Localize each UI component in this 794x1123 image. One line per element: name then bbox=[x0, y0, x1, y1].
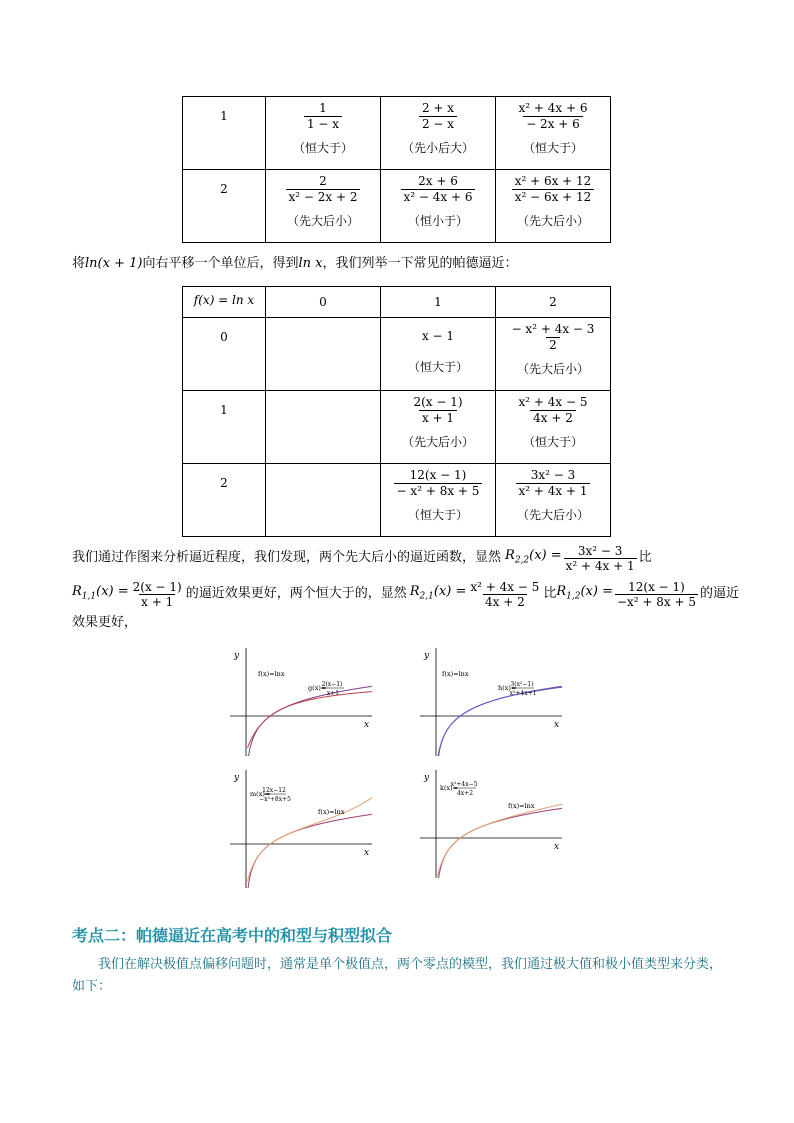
approx-cell bbox=[496, 464, 611, 537]
row-label: 0 bbox=[183, 318, 266, 391]
approx-cell bbox=[381, 464, 496, 537]
fraction: $\frac{2x + 6}{\text{x² − 4x + 6}}$ bbox=[401, 174, 476, 205]
trend-note: （先大后小） bbox=[516, 214, 589, 228]
trend-note: （先小后大） bbox=[401, 141, 474, 155]
trend-note: （恒大于） bbox=[522, 141, 583, 155]
approx-cell bbox=[266, 97, 381, 170]
row-label: 1 bbox=[183, 391, 266, 464]
section-paragraph: 我们在解决极值点偏移问题时，通常是单个极值点，两个零点的模型，我们通过极大值和极小值类型来分类，如下： bbox=[72, 957, 723, 994]
pade-table-1 bbox=[182, 96, 611, 243]
table-row bbox=[183, 318, 611, 391]
fraction: $\frac{2(x - 1)}{x + 1}$ bbox=[413, 395, 463, 425]
row-label: 2 bbox=[183, 170, 266, 243]
approx-curve bbox=[248, 798, 373, 882]
approx-cell bbox=[496, 97, 611, 170]
trend-note: （恒小于） bbox=[407, 214, 468, 228]
column-header: 1 bbox=[381, 287, 496, 318]
approx-den: x²+4x+1 bbox=[509, 690, 537, 697]
approx-cell bbox=[266, 391, 381, 464]
approx-cell bbox=[266, 318, 381, 391]
approx-den: x+1 bbox=[326, 690, 340, 697]
x-axis-label: x bbox=[364, 848, 370, 858]
fraction: $\frac{1}{1 - x}$ bbox=[304, 101, 342, 132]
approx-den: 4x+2 bbox=[456, 790, 474, 797]
fraction: $\frac{\text{− x² + 4x − 3}}{2}$ bbox=[511, 322, 595, 352]
table-header-row bbox=[183, 287, 611, 318]
ln-curve bbox=[438, 808, 563, 878]
table-row bbox=[183, 97, 611, 170]
plot-ln-vs-k bbox=[416, 766, 566, 878]
trend-note: （先大后小） bbox=[516, 362, 589, 376]
approx-cell bbox=[381, 318, 496, 391]
approx-curve bbox=[438, 687, 562, 756]
approx-label: k(x)= bbox=[440, 784, 459, 792]
ln-label: f(x)=lnx bbox=[442, 670, 469, 678]
fraction: $\frac{\text{x² + 4x − 5}}{4x + 2}$ bbox=[518, 395, 588, 425]
approx-curve bbox=[248, 692, 373, 748]
column-header: 0 bbox=[266, 287, 381, 318]
trend-note: （恒大于） bbox=[522, 435, 583, 449]
approx-cell bbox=[381, 170, 496, 243]
approx-label: h(x)= bbox=[498, 684, 517, 692]
approx-cell bbox=[266, 170, 381, 243]
approx-cell bbox=[381, 391, 496, 464]
approx-cell bbox=[496, 318, 611, 391]
trend-note: （恒大于） bbox=[407, 508, 468, 522]
shift-sentence: 将ln(x + 1)向右平移一个单位后，得到ln x，我们列举一下常见的帕德逼近： bbox=[72, 256, 518, 271]
fraction: $\frac{12(x - 1)}{\text{− x² + 8x + 5}}$ bbox=[394, 468, 483, 499]
row-label: 1 bbox=[183, 97, 266, 170]
ln-label: f(x)=lnx bbox=[508, 802, 535, 810]
y-axis-label: y bbox=[234, 773, 240, 783]
fraction: $\frac{2 + x}{2 - x}$ bbox=[419, 101, 457, 132]
trend-note: （先大后小） bbox=[286, 214, 359, 228]
table-row bbox=[183, 391, 611, 464]
ln-label: f(x)=lnx bbox=[258, 670, 285, 678]
approx-cell bbox=[266, 464, 381, 537]
section-heading: 考点二：帕德逼近在高考中的和型与积型拟合 bbox=[72, 926, 393, 945]
table-row bbox=[183, 464, 611, 537]
approx-num: 2(x−1) bbox=[321, 681, 343, 688]
approx-num: x²+4x−5 bbox=[450, 781, 478, 788]
comparison-paragraph: 我们通过作图来分析逼近程度，我们发现，两个先大后小的逼近函数，显然 $R_{2,2}(x)$ = $\frac{\text{3x² − 3}}{\text{x² + 4x + 1}}$ 比 $R_{1,1}(x)$ = $\frac{2(x - 1)}{x + 1}$ 的逼近效果更好，两个恒大于的，显然 $R_{2,1}(x)$ = $\frac{\text{x² + 4x − 5}}{4x + 2}$ 比 $R_{1,2}(x)$ = $\frac{12(x - 1)}{\text{−x² + 8x + 5}}$ 的逼近 效果更好， bbox=[72, 543, 740, 630]
trend-note: （先大后小） bbox=[516, 508, 589, 522]
fraction: $\frac{\text{x² + 4x + 6}}{- 2x + 6}$ bbox=[518, 101, 588, 131]
approx-den: −x²+8x+5 bbox=[259, 796, 291, 803]
plot-ln-vs-h bbox=[416, 644, 566, 756]
approx-label: m(x)= bbox=[250, 790, 271, 798]
plot-grid bbox=[226, 644, 586, 894]
approx-cell bbox=[496, 391, 611, 464]
approx-num: 12x−12 bbox=[262, 787, 286, 794]
x-axis-label: x bbox=[554, 842, 560, 852]
trend-note: （恒大于） bbox=[292, 141, 353, 155]
y-axis-label: y bbox=[424, 651, 430, 661]
fraction: $\frac{\text{3x² − 3}}{\text{x² + 4x + 1}}$ bbox=[516, 468, 591, 499]
trend-note: （恒大于） bbox=[407, 360, 468, 374]
y-axis-label: y bbox=[424, 773, 430, 783]
ln-label: f(x)=lnx bbox=[318, 808, 345, 816]
fraction: $\frac{\text{x² + 6x + 12}}{\text{x² − 6x + 12}}$ bbox=[512, 174, 595, 205]
ln-curve bbox=[248, 686, 373, 756]
plot-ln-vs-m bbox=[226, 766, 376, 888]
approx-num: 3(x²−1) bbox=[510, 681, 534, 688]
approx-cell bbox=[496, 170, 611, 243]
x-axis-label: x bbox=[364, 720, 370, 730]
approx-curve bbox=[438, 804, 563, 876]
ln-curve bbox=[438, 686, 563, 756]
plot-ln-vs-g bbox=[226, 644, 376, 756]
table-row bbox=[183, 170, 611, 243]
pade-table-ln bbox=[182, 286, 611, 537]
column-header: 2 bbox=[496, 287, 611, 318]
x-axis-label: x bbox=[554, 720, 560, 730]
corner-label: f(x) = ln x bbox=[183, 287, 266, 318]
expression: x − 1 bbox=[421, 329, 455, 343]
fraction: $\frac{2}{\text{x² − 2x + 2}}$ bbox=[286, 174, 361, 205]
trend-note: （先大后小） bbox=[401, 435, 474, 449]
row-label: 2 bbox=[183, 464, 266, 537]
y-axis-label: y bbox=[234, 651, 240, 661]
approx-label: g(x)= bbox=[308, 684, 327, 692]
approx-cell bbox=[381, 97, 496, 170]
